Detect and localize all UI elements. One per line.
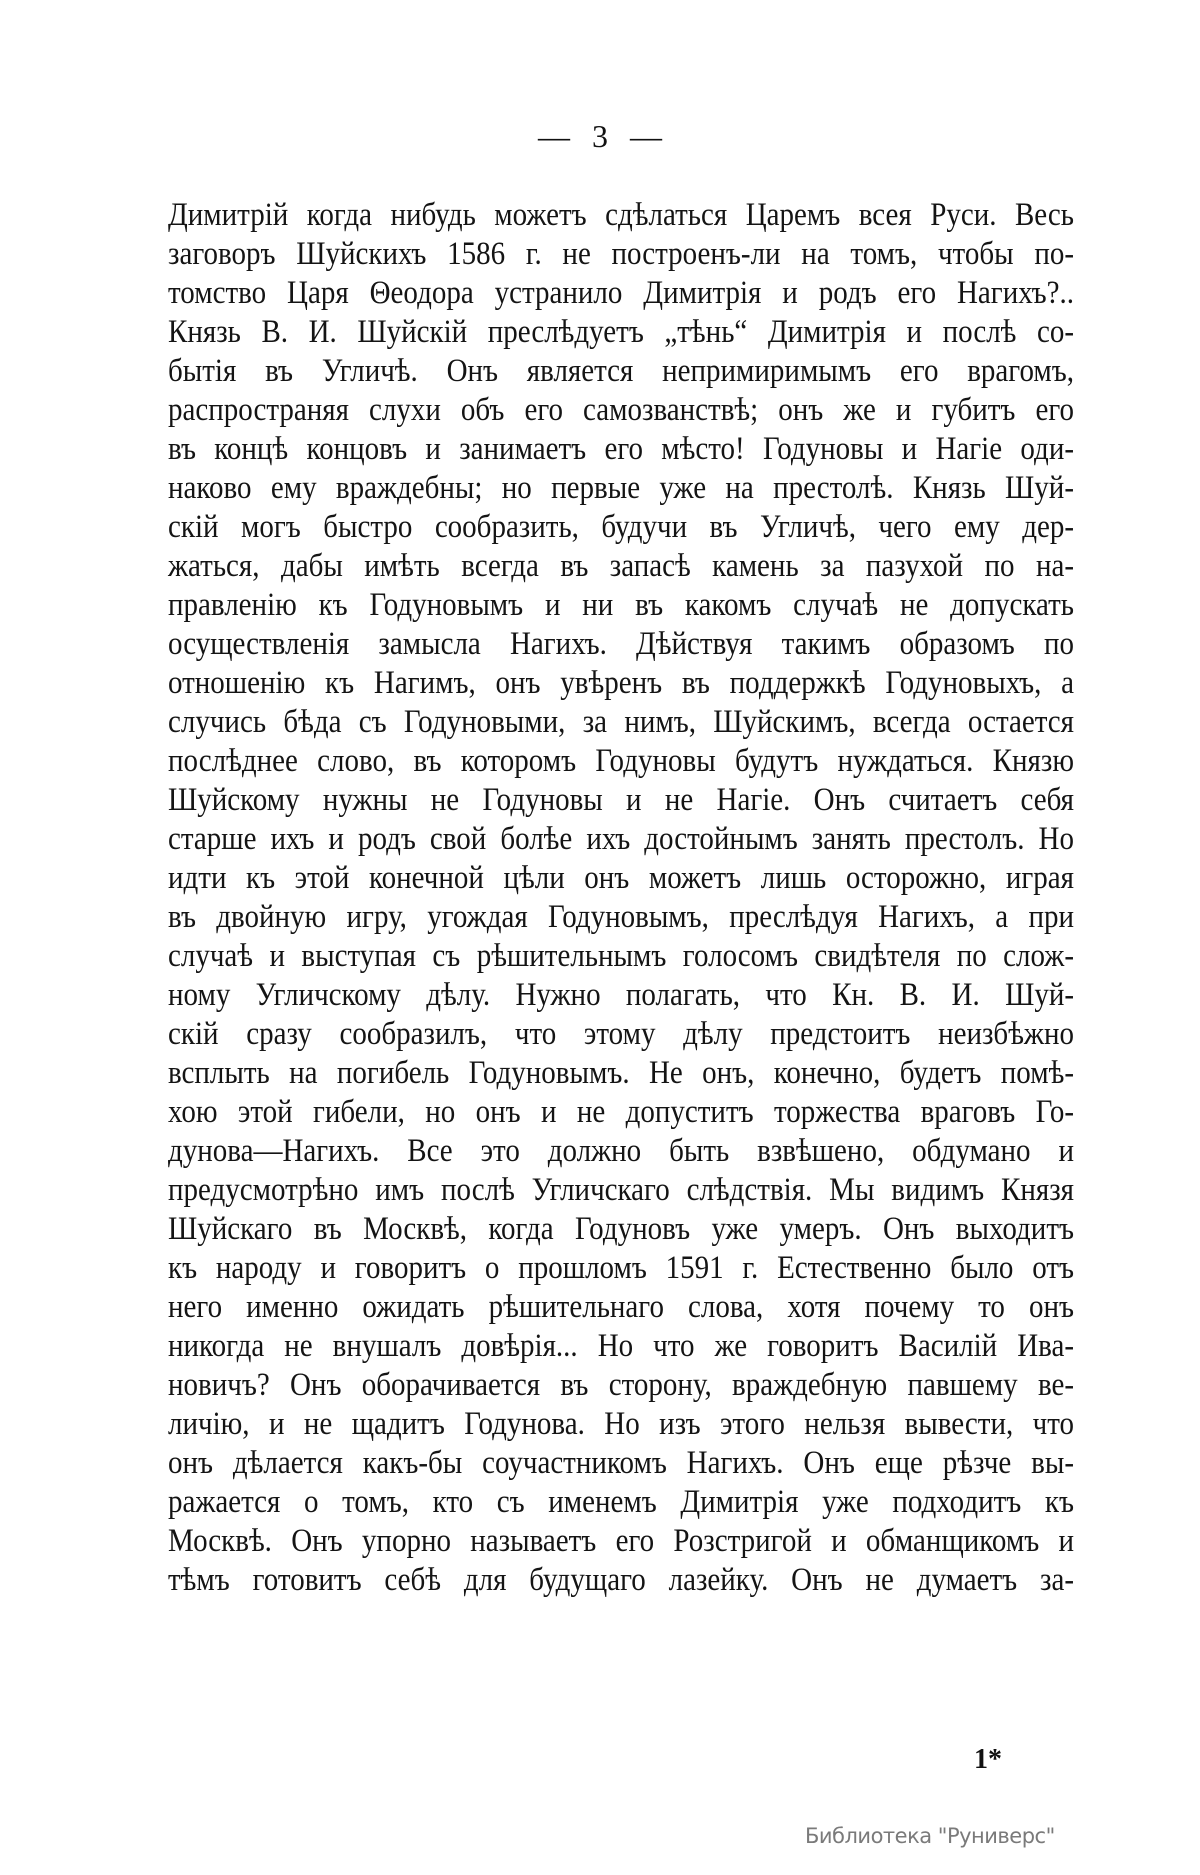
text-line: ражается о томъ, кто съ именемъ Димитрія уже подходитъ къ <box>168 1484 1074 1520</box>
text-line: осуществленія замысла Нагихъ. Дѣйствуя такимъ образомъ по <box>168 626 1074 662</box>
signature-mark: 1* <box>974 1744 1002 1775</box>
text-line: наково ему враждебны; но первые уже на престолѣ. Князь Шуй- <box>168 470 1074 506</box>
text-line: жаться, дабы имѣть всегда въ запасѣ камень за пазухой по на- <box>168 548 1074 584</box>
text-line: онъ дѣлается какъ-бы соучастникомъ Нагихъ. Онъ еще рѣзче вы- <box>168 1445 1074 1481</box>
text-line: скій сразу сообразилъ, что этому дѣлу предстоитъ неизбѣжно <box>168 1016 1074 1052</box>
text-line: идти къ этой конечной цѣли онъ можетъ лишь осторожно, играя <box>168 860 1074 896</box>
page-number: — 3 — <box>538 118 662 154</box>
text-line: послѣднее слово, въ которомъ Годуновы будутъ нуждаться. Князю <box>168 743 1074 779</box>
text-line: всплыть на погибель Годуновымъ. Не онъ, конечно, будетъ помѣ- <box>168 1055 1074 1091</box>
text-line: случись бѣда съ Годуновыми, за нимъ, Шуйскимъ, всегда остается <box>168 704 1074 740</box>
text-line: скій могъ быстро сообразить, будучи въ Угличѣ, чего ему дер- <box>168 509 1074 545</box>
text-line: къ народу и говоритъ о прошломъ 1591 г. Естественно было отъ <box>168 1250 1074 1286</box>
text-line: ному Угличскому дѣлу. Нужно полагать, что Кн. В. И. Шуй- <box>168 977 1074 1013</box>
text-line: распространяя слухи объ его самозванствѣ; онъ же и губитъ его <box>168 392 1074 428</box>
text-line: случаѣ и выступая съ рѣшительнымъ голосомъ свидѣтеля по слож- <box>168 938 1074 974</box>
text-line: него именно ожидать рѣшительнаго слова, хотя почему то онъ <box>168 1289 1074 1325</box>
text-line: Шуйскому нужны не Годуновы и не Нагіе. Онъ считаетъ себя <box>168 782 1074 818</box>
text-line: новичъ? Онъ оборачивается въ сторону, враждебную павшему ве- <box>168 1367 1074 1403</box>
text-line: въ двойную игру, угождая Годуновымъ, преслѣдуя Нагихъ, а при <box>168 899 1074 935</box>
text-line: бытія въ Угличѣ. Онъ является непримиримымъ его врагомъ, <box>168 353 1074 389</box>
text-line: Шуйскаго въ Москвѣ, когда Годуновъ уже умеръ. Онъ выходитъ <box>168 1211 1074 1247</box>
body-text <box>168 196 1074 1600</box>
text-line: заговоръ Шуйскихъ 1586 г. не построенъ-ли на томъ, чтобы по- <box>168 236 1074 272</box>
text-line: предусмотрѣно имъ послѣ Угличскаго слѣдствія. Мы видимъ Князя <box>168 1172 1074 1208</box>
text-line: Димитрій когда нибудь можетъ сдѣлаться Царемъ всея Руси. Весь <box>168 197 1074 233</box>
text-line: дунова—Нагихъ. Все это должно быть взвѣшено, обдумано и <box>168 1133 1074 1169</box>
text-line: Москвѣ. Онъ упорно называетъ его Розстригой и обманщикомъ и <box>168 1523 1074 1559</box>
text-line: старше ихъ и родъ свой болѣе ихъ достойнымъ занять престолъ. Но <box>168 821 1074 857</box>
text-line: личію, и не щадитъ Годунова. Но изъ этого нельзя вывести, что <box>168 1406 1074 1442</box>
text-line: никогда не внушалъ довѣрія... Но что же говоритъ Василій Ива- <box>168 1328 1074 1364</box>
text-line: правленію къ Годуновымъ и ни въ какомъ случаѣ не допускать <box>168 587 1074 623</box>
text-line: тѣмъ готовитъ себѣ для будущаго лазейку. Онъ не думаетъ за- <box>168 1562 1074 1598</box>
text-line: въ концѣ концовъ и занимаетъ его мѣсто! Годуновы и Нагіе оди- <box>168 431 1074 467</box>
library-watermark: Библиотека "Руниверс" <box>805 1824 1055 1848</box>
text-line: томство Царя Θеодора устранило Димитрія и родъ его Нагихъ?.. <box>168 275 1074 311</box>
text-line: хою этой гибели, но онъ и не допуститъ торжества враговъ Го- <box>168 1094 1074 1130</box>
text-line: отношенію къ Нагимъ, онъ увѣренъ въ поддержкѣ Годуновыхъ, а <box>168 665 1074 701</box>
text-line: Князь В. И. Шуйскій преслѣдуетъ „тѣнь“ Димитрія и послѣ со- <box>168 314 1074 350</box>
